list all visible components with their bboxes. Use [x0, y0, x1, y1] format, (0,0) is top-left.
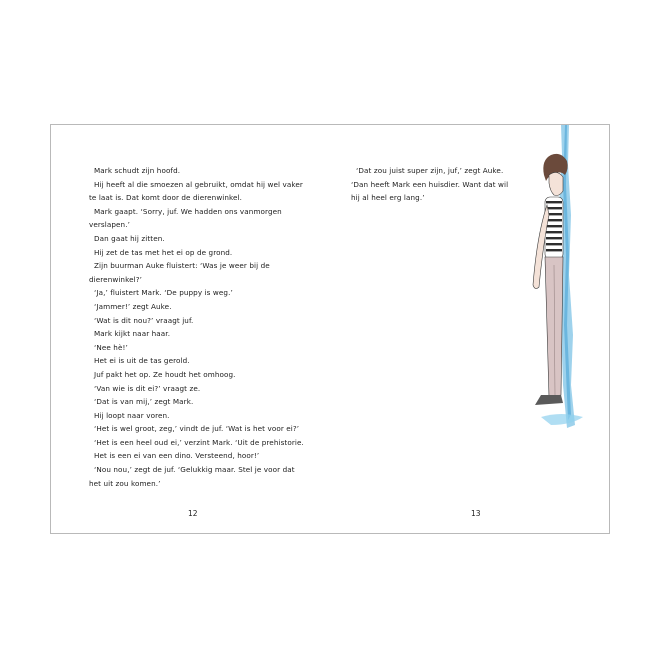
- book-spread: [50, 124, 610, 534]
- right-page: [331, 125, 611, 533]
- text-line: Hij loopt naar voren.: [94, 410, 170, 420]
- text-line: ‘Het is een heel oud ei,’ verzint Mark. ‘Uit de prehistorie.: [94, 437, 304, 447]
- text-line: ‘Nee hè!’: [94, 342, 128, 352]
- text-line: ‘Nou nou,’ zegt de juf. ‘Gelukkig maar. Stel je voor dat: [94, 465, 295, 475]
- text-line: ‘Dat zou juist super zijn, juf,’ zegt Auke.: [356, 166, 504, 175]
- text-line: Zijn buurman Auke fluistert: ‘Was je weer bij de: [94, 261, 270, 271]
- shirt-stripes: [546, 201, 562, 251]
- left-page-text: [89, 164, 309, 490]
- text-line: Hij heeft al die smoezen al gebruikt, omdat hij wel vaker: [94, 179, 303, 189]
- text-line: ‘Het is wel groot, zeg,’ vindt de juf. ‘Wat is het voor ei?’: [94, 424, 300, 434]
- text-line: ‘Ja,’ fluistert Mark. ‘De puppy is weg.’: [94, 288, 233, 298]
- text-line: ‘Jammer!’ zegt Auke.: [94, 301, 172, 311]
- text-line: ‘Van wie is dit ei?’ vraagt ze.: [94, 383, 201, 393]
- text-line: dierenwinkel?’: [89, 274, 143, 284]
- text-line: Hij zet de tas met het ei op de grond.: [94, 247, 233, 257]
- right-page-text: [351, 164, 511, 205]
- text-line: Het ei is uit de tas gerold.: [94, 356, 190, 366]
- text-line: ‘Dat is van mij,’ zegt Mark.: [94, 397, 194, 407]
- text-line: Mark gaapt. ‘Sorry, juf. We hadden ons vanmorgen: [94, 206, 282, 216]
- text-line: het uit zou komen.’: [89, 478, 161, 488]
- text-line: te laat is. Dat komt door de dierenwinkel.: [89, 193, 243, 203]
- watercolor-splash: [541, 414, 583, 425]
- text-line: Het is een ei van een dino. Versteend, hoor!’: [94, 451, 260, 461]
- text-line: Mark schudt zijn hoofd.: [94, 166, 181, 175]
- text-line: Dan gaat hij zitten.: [94, 233, 165, 243]
- boy-face: [549, 172, 563, 195]
- text-line: ‘Dan heeft Mark een huisdier. Want dat wil: [351, 179, 509, 189]
- page-number-left: 12: [188, 509, 198, 518]
- text-line: verslapen.’: [89, 220, 130, 230]
- text-line: hij al heel erg lang.’: [351, 193, 425, 203]
- left-page: [51, 125, 331, 533]
- text-line: Juf pakt het op. Ze houdt het omhoog.: [94, 369, 236, 379]
- text-line: Mark kijkt naar haar.: [94, 329, 171, 339]
- boy-illustration: [521, 125, 611, 445]
- boy-shoes: [535, 395, 563, 405]
- text-line: ‘Wat is dit nou?’ vraagt juf.: [94, 315, 194, 325]
- page-number-right: 13: [471, 509, 481, 518]
